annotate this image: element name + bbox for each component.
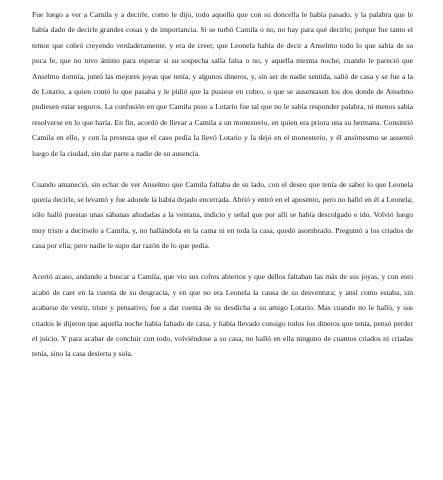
paragraph-3: Acertó acaso, andando a buscar a Camila, que vio sus cofres abiertos y que dellos faltaban las más de sus joyas, y con esto acabó de caer en la cuenta de su desgracia, y en que no era Leonela la causa de su desventura; y ansí como estaba, sin acabarse de vestir, triste y pensativo, fue a dar cuenta de su desdicha a su amigo Lotario. Mas cuando no le halló, y sus criados le dijeron que aquella noche había faltado de casa, y había llevado consigo todos los dineros que tenía, pensó perder el juicio. Y para acabar de concluir con todo, volviéndose a su casa, no halló en ella ninguno de cuantos criados ni criadas tenía, sino la casa desierta y sola.: [32, 272, 413, 359]
paragraph-1: Fue luego a ver a Camila y a decirle, como le dijo, todo aquello que con su doncella le había pasado, y la palabra que le había dado de decirle grandes cosas y de importancia. Si se turbó Camila o no, no hay para qué decirlo; porque fue tanto el temor que cobró creyendo verdaderamente, y era de creer, que Leonela había de decir a Anselmo todo lo que sabía de su poca fe, que no tuvo ánimo para esperar si su sospecha salía falsa o no, y aquella mesma noche, cuando le pareció que Anselmo dormía, juntó las mejores joyas que tenía, y algunos dineros, y, sin ser de nadie sentida, salió de casa y se fue a la de Lotario, a quien contó lo que pasaba y le pidió que la pusiese en cobro, o que se ausentasen los dos donde de Anselmo pudiesen estar seguros. La confusión en que Camila puso a Lotario fue tal que no le sabía responder palabra, ni menos sabía resolverse en lo que haría. En fin, acordó de llevar a Camila a un monesterio, en quien era priora una su hermana. Consintió Camila en ello, y con la presteza que el caso pedía la llevó Lotario y la dejó en el monesterio, y él ansimesmo se ausentó luego de la ciudad, sin dar parte a nadie de su ausencia.: [32, 10, 413, 158]
document-page: [32, 7, 413, 377]
paragraph-2: Cuando amaneció, sin echar de ver Anselmo que Camila faltaba de su lado, con el deseo que tenía de saber lo que Leonela quería decirle, se levantó y fue adonde la había dejado encerrada. Abrió y entró en el aposento, pero no halló en él a Leonela; sólo halló puestas unas sábanas añudadas a la ventana, indicio y señal que por allí se había descolgado e ido. Volvió luego muy triste a decírselo a Camila, y, no hallándola en la cama ni en toda la casa, quedó asombrado. Preguntó a los criados de casa por ella; pero nadie le supo dar razón de lo que pedía.: [32, 179, 413, 251]
